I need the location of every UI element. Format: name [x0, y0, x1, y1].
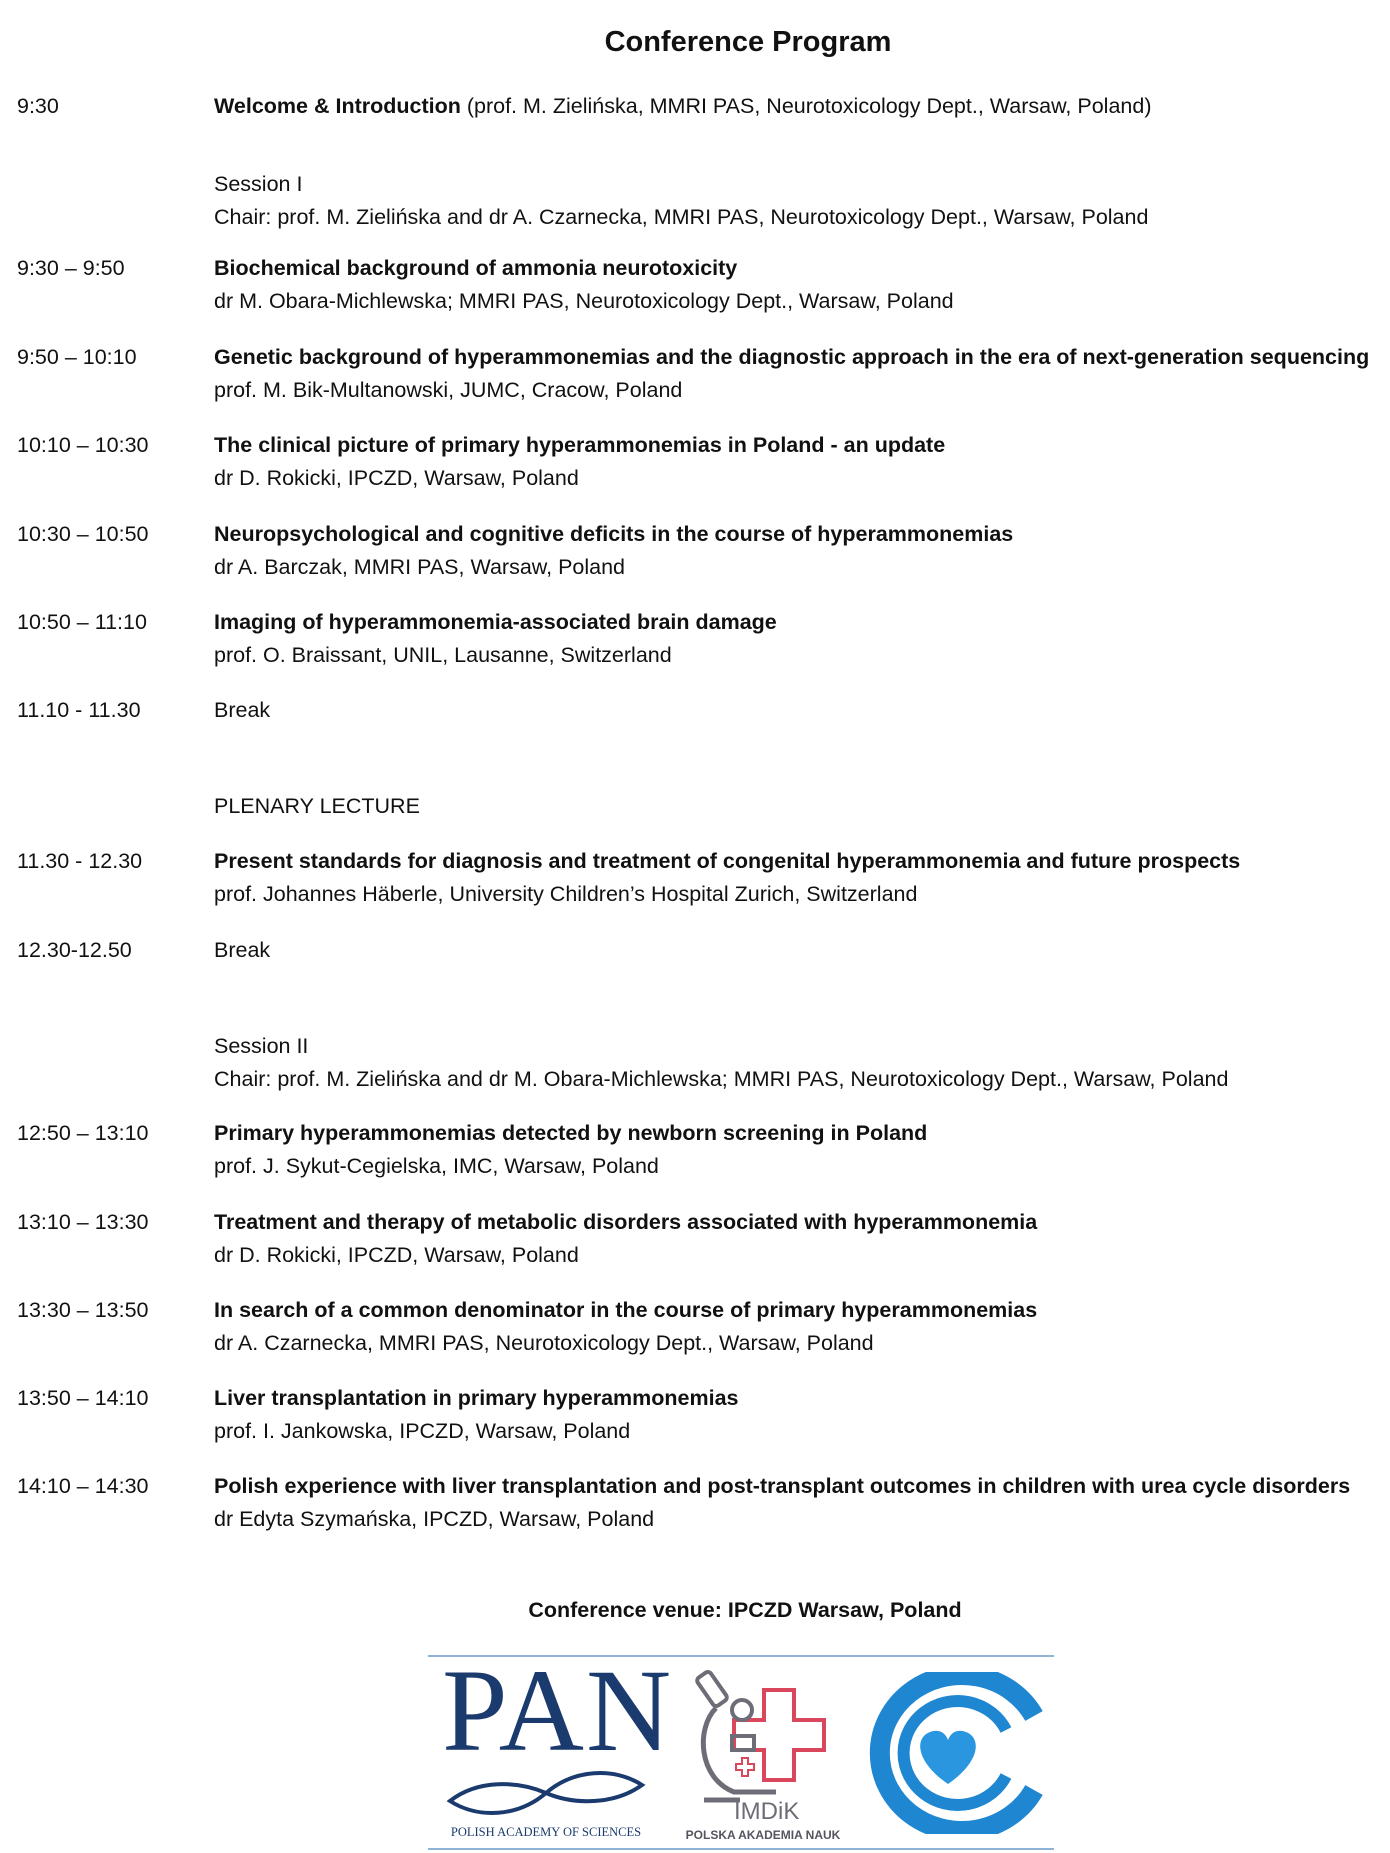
- entry-speaker: dr A. Barczak, MMRI PAS, Warsaw, Poland: [214, 555, 626, 579]
- entry-time: 13:50 – 14:10: [17, 1386, 149, 1410]
- break-label: Break: [214, 938, 271, 962]
- entry-speaker: dr D. Rokicki, IPCZD, Warsaw, Poland: [214, 466, 579, 490]
- entry-speaker: dr D. Rokicki, IPCZD, Warsaw, Poland: [214, 1243, 579, 1267]
- entry-title: Neuropsychological and cognitive deficits in the course of hyperammonemias: [214, 522, 1014, 546]
- entry-title: Biochemical background of ammonia neurotoxicity: [214, 256, 738, 280]
- entry-time: 12.30-12.50: [17, 938, 132, 962]
- session-chair: Chair: prof. M. Zielińska and dr M. Obara-Michlewska; MMRI PAS, Neurotoxicology Dept., Warsaw, Poland: [214, 1067, 1229, 1091]
- entry-time: 9:50 – 10:10: [17, 345, 137, 369]
- entry-title: Present standards for diagnosis and treatment of congenital hyperammonemia and future prospects: [214, 849, 1241, 873]
- page-title: Conference Program: [604, 26, 892, 58]
- entry-time: 9:30: [17, 94, 59, 118]
- pan-infinity-icon: [438, 1761, 654, 1825]
- heart-icon: [856, 1672, 1052, 1834]
- entry-time: 11.10 - 11.30: [17, 698, 141, 722]
- logo-strip-bottom-rule: [428, 1848, 1054, 1850]
- entry-speaker: dr M. Obara-Michlewska; MMRI PAS, Neurotoxicology Dept., Warsaw, Poland: [214, 289, 954, 313]
- entry-time: 12:50 – 13:10: [17, 1121, 149, 1145]
- conference-venue: Conference venue: IPCZD Warsaw, Poland: [528, 1598, 962, 1622]
- entry-title: Treatment and therapy of metabolic disorders associated with hyperammonemia: [214, 1210, 1038, 1234]
- entry-tail: (prof. M. Zielińska, MMRI PAS, Neurotoxicology Dept., Warsaw, Poland): [460, 94, 1152, 118]
- entry-time: 14:10 – 14:30: [17, 1474, 149, 1498]
- entry-title: Liver transplantation in primary hyperammonemias: [214, 1386, 739, 1410]
- entry-title: Primary hyperammonemias detected by newborn screening in Poland: [214, 1121, 928, 1145]
- entry-speaker: prof. M. Bik-Multanowski, JUMC, Cracow, Poland: [214, 378, 683, 402]
- pan-logo-subtitle: POLISH ACADEMY OF SCIENCES: [450, 1825, 642, 1839]
- entry-title: Imaging of hyperammonemia-associated brain damage: [214, 610, 777, 634]
- entry-time: 9:30 – 9:50: [17, 256, 125, 280]
- session-heading: Session II: [214, 1034, 309, 1058]
- imdik-logo-subtitle: POLSKA AKADEMIA NAUK: [685, 1828, 841, 1842]
- entry-time: 10:30 – 10:50: [17, 522, 149, 546]
- plenary-heading: PLENARY LECTURE: [214, 794, 420, 818]
- entry-title: Welcome & Introduction: [214, 94, 461, 118]
- imdik-logo: [676, 1668, 846, 1848]
- session-chair: Chair: prof. M. Zielińska and dr A. Czarnecka, MMRI PAS, Neurotoxicology Dept., Warsaw, Poland: [214, 205, 1149, 229]
- entry-time: 13:30 – 13:50: [17, 1298, 149, 1322]
- entry-speaker: dr A. Czarnecka, MMRI PAS, Neurotoxicology Dept., Warsaw, Poland: [214, 1331, 874, 1355]
- pan-logo: [438, 1645, 674, 1845]
- imdik-logo-name: IMDiK: [734, 1798, 800, 1825]
- entry-speaker: prof. I. Jankowska, IPCZD, Warsaw, Poland: [214, 1419, 631, 1443]
- entry-speaker: prof. J. Sykut-Cegielska, IMC, Warsaw, Poland: [214, 1154, 659, 1178]
- entry-time: 10:10 – 10:30: [17, 433, 149, 457]
- entry-speaker: dr Edyta Szymańska, IPCZD, Warsaw, Poland: [214, 1507, 655, 1531]
- entry-time: 10:50 – 11:10: [17, 610, 147, 634]
- microscope-cross-icon: [676, 1668, 846, 1818]
- entry-title: In search of a common denominator in the course of primary hyperammonemias: [214, 1298, 1038, 1322]
- entry-speaker: prof. O. Braissant, UNIL, Lausanne, Switzerland: [214, 643, 672, 667]
- entry-speaker: prof. Johannes Häberle, University Children’s Hospital Zurich, Switzerland: [214, 882, 918, 906]
- entry-time: 11.30 - 12.30: [17, 849, 143, 873]
- ipczd-logo: [856, 1672, 1052, 1834]
- entry-title: Genetic background of hyperammonemias and the diagnostic approach in the era of next-generation sequencing: [214, 345, 1370, 369]
- entry-title: The clinical picture of primary hyperammonemias in Poland - an update: [214, 433, 946, 457]
- session-heading: Session I: [214, 172, 303, 196]
- entry-time: 13:10 – 13:30: [17, 1210, 149, 1234]
- entry-title: Polish experience with liver transplantation and post-transplant outcomes in children with urea cycle disorders: [214, 1474, 1351, 1498]
- break-label: Break: [214, 698, 271, 722]
- pan-logo-letters: PAN: [442, 1645, 674, 1776]
